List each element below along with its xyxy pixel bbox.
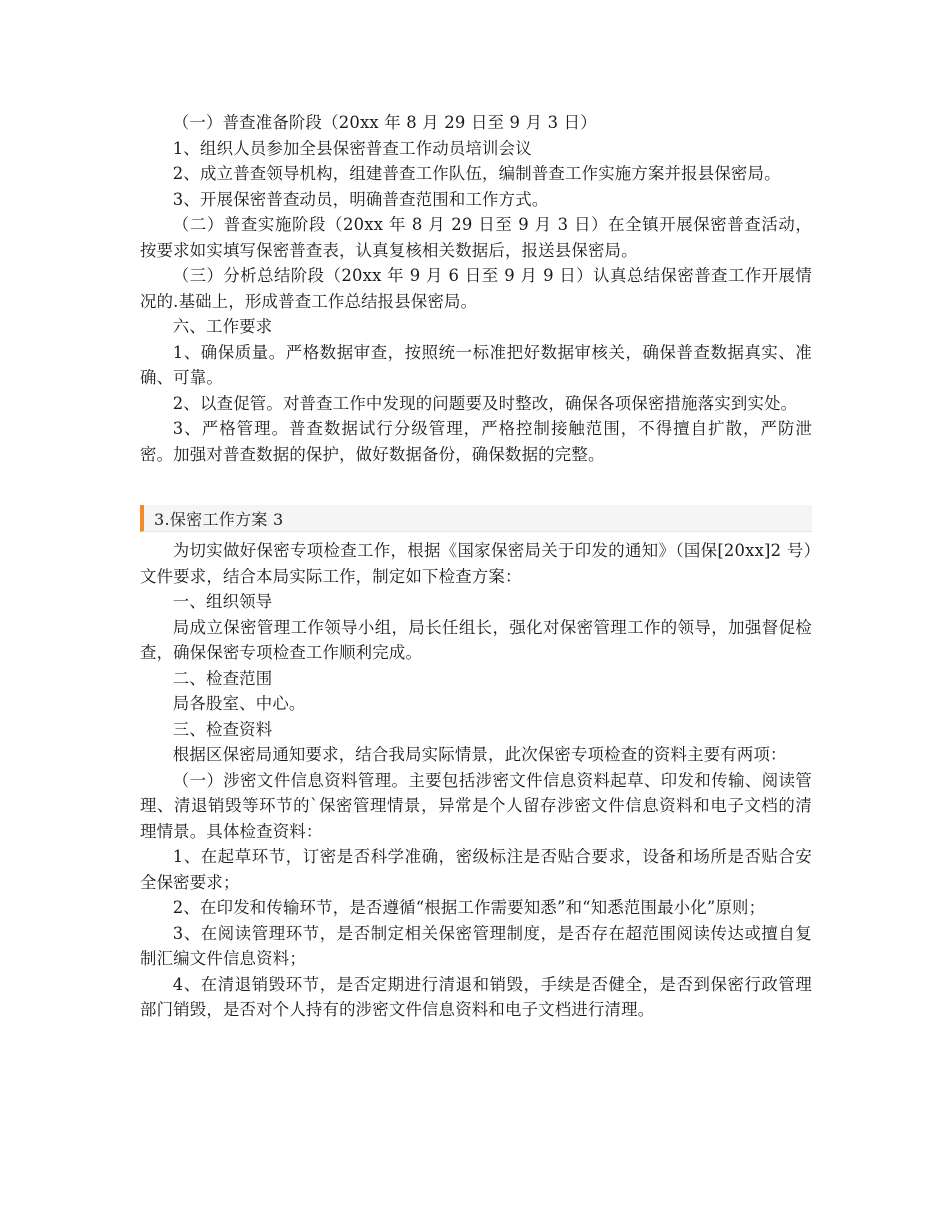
- heading-scope: 二、检查范围: [172, 668, 273, 688]
- paragraph: 2、在印发和传输环节，是否遵循“根据工作需要知悉”和“知悉范围最小化”原则；: [172, 898, 766, 917]
- paragraph: （一）普查准备阶段（20xx 年 8 月 29 日至 9 月 3 日）: [172, 113, 597, 132]
- heading-organization: 一、组织领导: [172, 592, 273, 611]
- document-page: [140, 110, 812, 1023]
- paragraph: 为切实做好保密专项检查工作，根据《国家保密局关于印发的通知》（国保[20xx]2 号）文件要求，结合本局实际工作，制定如下检查方案：: [140, 541, 812, 586]
- heading-work-requirements: 六、工作要求: [172, 317, 273, 336]
- section-title: 3.保密工作方案 3: [154, 509, 284, 529]
- paragraph: 3、开展保密普查动员，明确普查范围和工作方式。: [172, 189, 549, 209]
- paragraph: 3、在阅读管理环节，是否制定相关保密管理制度，是否存在超范围阅读传达或擅自复制汇编文件信息资料；: [140, 923, 812, 968]
- paragraph: （二）普查实施阶段（20xx 年 8 月 29 日至 9 月 3 日）在全镇开展保密普查活动，按要求如实填写保密普查表，认真复核相关数据后，报送县保密局。: [140, 215, 812, 260]
- paragraph: 3、严格管理。普查数据试行分级管理，严格控制接触范围，不得擅自扩散，严防泄密。加强对普查数据的保护，做好数据备份，确保数据的完整。: [140, 419, 812, 464]
- paragraph: 根据区保密局通知要求，结合我局实际情景，此次保密专项检查的资料主要有两项：: [172, 745, 787, 764]
- paragraph: 1、组织人员参加全县保密普查工作动员培训会议: [172, 138, 532, 158]
- section-body-part1: [140, 110, 812, 467]
- section-body-part2: [140, 538, 812, 1023]
- paragraph: 4、在清退销毁环节，是否定期进行清退和销毁，手续是否健全，是否到保密行政管理部门销毁，是否对个人持有的涉密文件信息资料和电子文档进行清理。: [140, 974, 812, 1019]
- paragraph: （三）分析总结阶段（20xx 年 9 月 6 日至 9 月 9 日）认真总结保密普查工作开展情况的.基础上，形成普查工作总结报县保密局。: [140, 266, 812, 311]
- paragraph: 2、成立普查领导机构，组建普查工作队伍，编制普查工作实施方案并报县保密局。: [172, 164, 781, 183]
- paragraph: 局各股室、中心。: [172, 694, 306, 713]
- paragraph: 局成立保密管理工作领导小组，局长任组长，强化对保密管理工作的领导，加强督促检查，确保保密专项检查工作顺利完成。: [140, 617, 812, 662]
- paragraph: 1、在起草环节，订密是否科学准确，密级标注是否贴合要求，设备和场所是否贴合安全保密要求；: [140, 847, 812, 892]
- paragraph: 1、确保质量。严格数据审查，按照统一标准把好数据审核关，确保普查数据真实、准确、可靠。: [140, 342, 812, 387]
- heading-materials: 三、检查资料: [172, 719, 273, 739]
- paragraph: 2、以查促管。对普查工作中发现的问题要及时整改，确保各项保密措施落实到实处。: [172, 393, 798, 413]
- section-header: [140, 505, 812, 532]
- paragraph: （一）涉密文件信息资料管理。主要包括涉密文件信息资料起草、印发和传输、阅读管理、清退销毁等环节的`保密管理情景，异常是个人留存涉密文件信息资料和电子文档的清理情景。具体检查资料：: [140, 770, 812, 841]
